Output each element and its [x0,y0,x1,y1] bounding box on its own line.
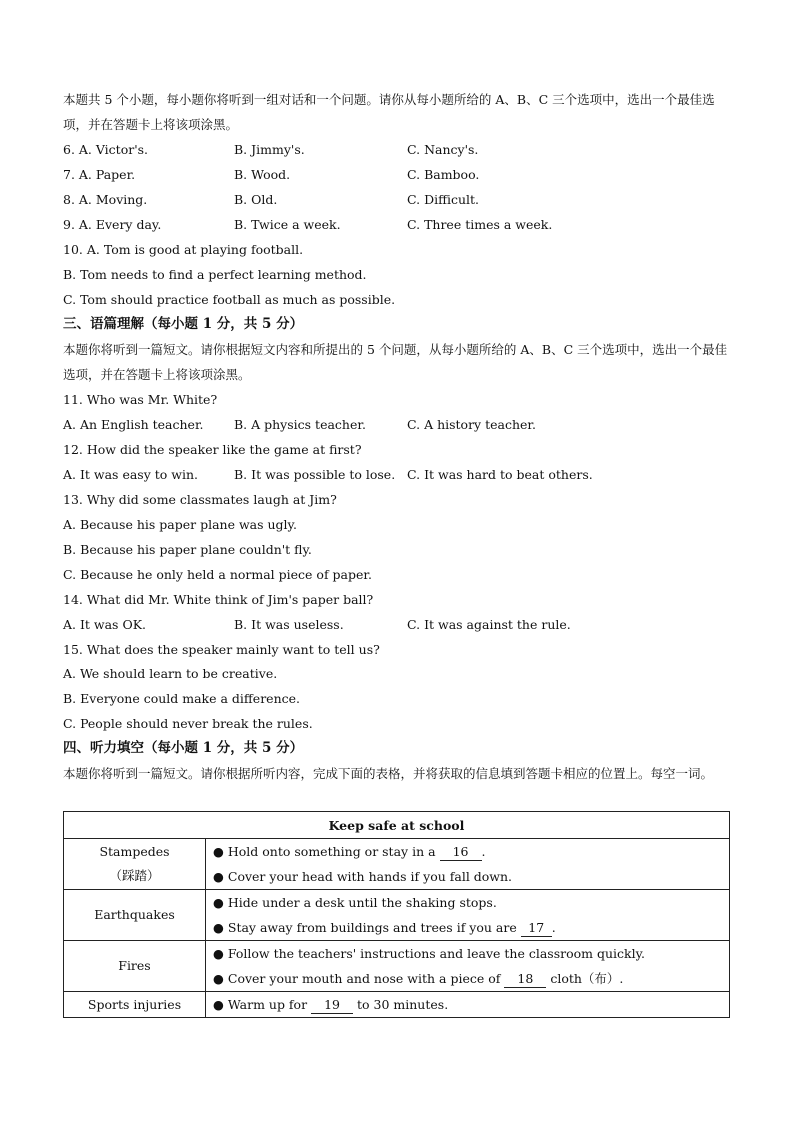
option-c: C. Three times a week. [407,217,553,232]
option-b: B. Wood. [234,167,291,182]
question-15-option-b: B. Everyone could make a difference. [63,691,300,706]
option-c: C. Bamboo. [407,167,480,182]
table-row [64,839,730,890]
category-label: Stampedes [99,844,170,859]
question-15-option-a: A. We should learn to be creative. [63,666,278,681]
table-header-row [64,812,730,839]
item-line [213,915,729,940]
question-10-option-b: B. Tom needs to find a perfect learning method. [63,267,367,282]
option-a: A. An English teacher. [63,417,204,432]
item-line [213,992,729,1017]
part3-intro: 本题你将听到一篇短文。请你根据短文内容和所提出的 5 个问题，从每小题所给的 A、B、C 三个选项中，选出一个最佳选项，并在答题卡上将该项涂黑。 [63,342,728,382]
item-text-end: . [481,844,486,859]
keep-safe-table [63,811,730,1018]
item-line [213,966,729,991]
table-title: Keep safe at school [64,812,730,839]
item-text: ● Cover your mouth and nose with a piece of [213,971,505,986]
blank-19[interactable]: 19 [311,997,353,1014]
option-b: B. It was possible to lose. [234,467,396,482]
option-b: B. Jimmy's. [234,142,305,157]
blank-16[interactable]: 16 [440,844,482,861]
blank-17[interactable]: 17 [521,920,552,937]
question-15-stem: 15. What does the speaker mainly want to tell us? [63,642,380,657]
category-cell [64,941,206,992]
table-row [64,992,730,1018]
table-row [64,941,730,992]
category-label-cn: （踩踏） [109,868,160,883]
option-b: B. It was useless. [234,617,344,632]
table-row [64,890,730,941]
part4-intro: 本题你将听到一篇短文。请你根据所听内容，完成下面的表格，并将获取的信息填到答题卡相应的位置上。每空一词。 [63,766,714,781]
question-11-stem: 11. Who was Mr. White? [63,392,218,407]
option-b: B. Twice a week. [234,217,341,232]
part2-intro: 本题共 5 个小题，每小题你将听到一组对话和一个问题。请你从每小题所给的 A、B、C 三个选项中，选出一个最佳选项，并在答题卡上将该项涂黑。 [63,92,715,132]
option-c: C. Difficult. [407,192,480,207]
item-text: ● Stay away from buildings and trees if you are [213,920,521,935]
question-10-option-c: C. Tom should practice football as much as possible. [63,292,396,307]
question-14-stem: 14. What did Mr. White think of Jim's paper ball? [63,592,374,607]
item-text-end: to 30 minutes. [353,997,449,1012]
category-cell [64,839,206,890]
category-cell [64,890,206,941]
question-10-option-a: 10. A. Tom is good at playing football. [63,242,304,257]
option-b: B. Old. [234,192,278,207]
item-text: ● Hold onto something or stay in a [213,844,440,859]
option-a: 6. A. Victor's. [63,142,149,157]
part3-heading: 三、语篇理解（每小题 1 分，共 5 分） [63,316,304,332]
option-c: C. It was hard to beat others. [407,467,593,482]
blank-18[interactable]: 18 [504,971,546,988]
item-line: ● Hide under a desk until the shaking stops. [213,895,497,910]
item-text-end: cloth（布）. [546,971,624,986]
category-cell [64,992,206,1018]
option-c: C. It was against the rule. [407,617,571,632]
items-cell [206,890,730,941]
question-13-stem: 13. Why did some classmates laugh at Jim? [63,492,337,507]
option-a: A. It was OK. [63,617,147,632]
option-a: 8. A. Moving. [63,192,148,207]
question-13-option-b: B. Because his paper plane couldn't fly. [63,542,312,557]
option-a: 7. A. Paper. [63,167,136,182]
question-15-option-c: C. People should never break the rules. [63,716,313,731]
item-text-end: . [551,920,556,935]
question-12-stem: 12. How did the speaker like the game at first? [63,442,362,457]
item-line: ● Follow the teachers' instructions and leave the classroom quickly. [213,946,645,961]
items-cell [206,839,730,890]
item-line [213,839,729,864]
option-a: 9. A. Every day. [63,217,162,232]
category-label: Earthquakes [94,907,175,922]
items-cell [206,992,730,1018]
category-label: Fires [118,958,151,973]
item-line: ● Cover your head with hands if you fall down. [213,869,513,884]
category-label: Sports injuries [87,996,182,1012]
question-13-option-c: C. Because he only held a normal piece of paper. [63,567,372,582]
item-text: ● Warm up for [213,997,312,1012]
option-a: A. It was easy to win. [63,467,198,482]
option-b: B. A physics teacher. [234,417,366,432]
part4-heading: 四、听力填空（每小题 1 分，共 5 分） [63,740,304,756]
option-c: C. A history teacher. [407,417,536,432]
question-13-option-a: A. Because his paper plane was ugly. [63,517,297,532]
option-c: C. Nancy's. [407,142,479,157]
items-cell [206,941,730,992]
